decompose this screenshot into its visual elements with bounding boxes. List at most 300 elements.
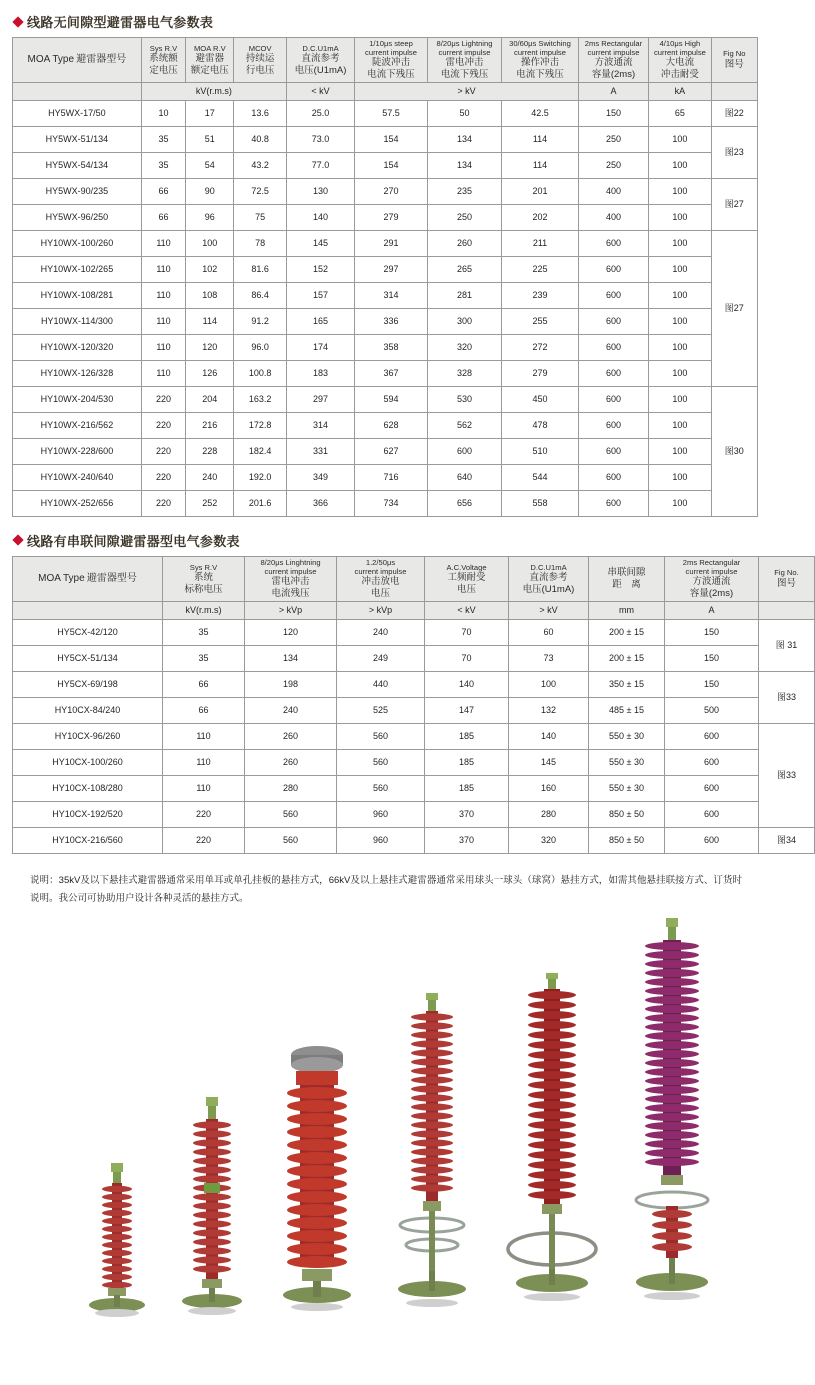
cell-steep: 154 <box>355 152 427 178</box>
cell-rect: 600 <box>578 360 648 386</box>
cell-rect: 400 <box>578 204 648 230</box>
cell-steep: 279 <box>355 204 427 230</box>
cell-fig-no: 图 31 <box>759 619 815 671</box>
cell-high-current: 100 <box>649 334 711 360</box>
cell-moa-type: HY5WX-54/134 <box>13 152 142 178</box>
th-moa-type-en: MOA Type <box>27 54 75 66</box>
cell-moa-rv: 54 <box>186 152 234 178</box>
cell-fig-no: 图34 <box>759 827 815 853</box>
cell-gap-distance: 200 ± 15 <box>589 619 665 645</box>
cell-dc-u1ma: 140 <box>286 204 354 230</box>
th2-moa-type-cn: 避雷器型号 <box>86 573 137 585</box>
cell-lightning: 250 <box>427 204 502 230</box>
cell-fig-no: 图23 <box>711 126 757 178</box>
table-row <box>13 827 815 853</box>
th-switching-impulse <box>502 38 579 83</box>
cell-ac-voltage: 185 <box>425 749 509 775</box>
cell-steep: 358 <box>355 334 427 360</box>
cell-moa-type: HY10CX-216/560 <box>13 827 163 853</box>
cell-switching: 255 <box>502 308 579 334</box>
cell-ac-voltage: 70 <box>425 619 509 645</box>
cell-impulse-discharge: 440 <box>337 671 425 697</box>
cell-gap-distance: 200 ± 15 <box>589 645 665 671</box>
cell-dc-u1ma: 25.0 <box>286 100 354 126</box>
cell-dc-u1ma: 140 <box>509 723 589 749</box>
cell-rect: 600 <box>665 801 759 827</box>
th2-fig-no <box>759 556 815 601</box>
cell-ac-voltage: 147 <box>425 697 509 723</box>
th2-impulse-discharge <box>337 556 425 601</box>
th-fig-no <box>711 38 757 83</box>
cell-sys-rv: 220 <box>141 490 185 516</box>
cell-ac-voltage: 370 <box>425 801 509 827</box>
cell-sys-rv: 110 <box>163 723 245 749</box>
cell-moa-type: HY10WX-252/656 <box>13 490 142 516</box>
cell-moa-type: HY10CX-100/260 <box>13 749 163 775</box>
th-lightning-impulse-en: 8/20μs Lightning current impulse <box>436 39 493 58</box>
cell-gap-distance: 350 ± 15 <box>589 671 665 697</box>
table-row <box>13 412 758 438</box>
cell-sys-rv: 220 <box>141 438 185 464</box>
cell-lightning: 265 <box>427 256 502 282</box>
cell-lightning: 240 <box>245 697 337 723</box>
cell-gap-distance: 850 ± 50 <box>589 827 665 853</box>
cell-steep: 716 <box>355 464 427 490</box>
cell-mcov: 86.4 <box>234 282 286 308</box>
cell-rect: 600 <box>665 827 759 853</box>
cell-lightning: 235 <box>427 178 502 204</box>
table-row <box>13 126 758 152</box>
cell-dc-u1ma: 60 <box>509 619 589 645</box>
th2-sys-rv <box>163 556 245 601</box>
cell-impulse-discharge: 560 <box>337 775 425 801</box>
cell-dc-u1ma: 157 <box>286 282 354 308</box>
cell-moa-rv: 126 <box>186 360 234 386</box>
cell-lightning: 198 <box>245 671 337 697</box>
cell-rect: 600 <box>578 230 648 256</box>
cell-moa-type: HY5CX-42/120 <box>13 619 163 645</box>
table-row <box>13 464 758 490</box>
th-high-current-en: 4/10μs High current impulse <box>653 39 706 58</box>
cell-moa-type: HY5CX-69/198 <box>13 671 163 697</box>
table-row <box>13 360 758 386</box>
cell-lightning: 328 <box>427 360 502 386</box>
cell-gap-distance: 550 ± 30 <box>589 749 665 775</box>
unit2-lt-kv: < kV <box>425 601 509 619</box>
cell-lightning: 562 <box>427 412 502 438</box>
cell-dc-u1ma: 280 <box>509 801 589 827</box>
cell-mcov: 172.8 <box>234 412 286 438</box>
cell-switching: 478 <box>502 412 579 438</box>
cell-rect: 600 <box>578 490 648 516</box>
th2-lightning-cn: 雷电冲击 电流残压 <box>271 576 310 600</box>
th-dc-u1ma <box>286 38 354 83</box>
cell-dc-u1ma: 165 <box>286 308 354 334</box>
cell-moa-rv: 100 <box>186 230 234 256</box>
cell-moa-rv: 216 <box>186 412 234 438</box>
table-row <box>13 749 815 775</box>
cell-steep: 594 <box>355 386 427 412</box>
cell-dc-u1ma: 331 <box>286 438 354 464</box>
cell-moa-type: HY10WX-216/562 <box>13 412 142 438</box>
cell-lightning: 281 <box>427 282 502 308</box>
cell-sys-rv: 10 <box>141 100 185 126</box>
note-paragraph: 说明：35kV及以下悬挂式避雷器通常采用单耳或单孔挂板的悬挂方式，66kV及以上悬挂式避雷器通常采用球头一球头（球窝）悬挂方式，如需其他悬挂联接方式、订货时说明。我公司可协助用户设计各种灵活的悬挂方式。 <box>30 874 742 904</box>
cell-gap-distance: 485 ± 15 <box>589 697 665 723</box>
table-no-gap-arrester-specs <box>12 37 758 517</box>
cell-ac-voltage: 185 <box>425 775 509 801</box>
cell-dc-u1ma: 77.0 <box>286 152 354 178</box>
cell-steep: 627 <box>355 438 427 464</box>
cell-switching: 272 <box>502 334 579 360</box>
table-row <box>13 204 758 230</box>
th2-lightning <box>245 556 337 601</box>
th-switching-impulse-en: 30/60μs Switching current impulse <box>509 39 571 58</box>
cell-steep: 297 <box>355 256 427 282</box>
cell-moa-type: HY5WX-17/50 <box>13 100 142 126</box>
cell-moa-rv: 204 <box>186 386 234 412</box>
cell-moa-type: HY5WX-51/134 <box>13 126 142 152</box>
cell-switching: 201 <box>502 178 579 204</box>
section-1-heading-text: 线路无间隙型避雷器电气参数表 <box>27 15 214 30</box>
table-row <box>13 256 758 282</box>
th-moa-rv <box>186 38 234 83</box>
cell-switching: 510 <box>502 438 579 464</box>
cell-moa-type: HY10WX-240/640 <box>13 464 142 490</box>
cell-lightning: 260 <box>245 749 337 775</box>
cell-high-current: 100 <box>649 386 711 412</box>
th-fig-no-cn: 图号 <box>724 58 744 70</box>
th2-fig-no-cn: 图号 <box>776 577 796 589</box>
cell-rect: 250 <box>578 126 648 152</box>
cell-steep: 291 <box>355 230 427 256</box>
cell-steep: 314 <box>355 282 427 308</box>
cell-sys-rv: 110 <box>141 230 185 256</box>
cell-high-current: 100 <box>649 204 711 230</box>
th2-rect-impulse-en: 2ms Rectangular current impulse <box>682 557 741 577</box>
table1-header-row <box>13 38 758 83</box>
cell-lightning: 656 <box>427 490 502 516</box>
cell-rect: 600 <box>578 438 648 464</box>
cell-moa-type: HY10WX-126/328 <box>13 360 142 386</box>
table2-units-row <box>13 601 815 619</box>
th-moa-rv-cn: 避雷器 额定电压 <box>190 52 229 76</box>
cell-rect: 600 <box>578 256 648 282</box>
table-row <box>13 178 758 204</box>
table-row <box>13 645 815 671</box>
cell-high-current: 100 <box>649 308 711 334</box>
th-mcov-en: MCOV <box>248 43 272 53</box>
arrester-figure-3 <box>262 1033 372 1323</box>
cell-fig-no: 图33 <box>759 671 815 723</box>
cell-rect: 250 <box>578 152 648 178</box>
th-moa-type-cn: 避雷器型号 <box>76 54 127 66</box>
cell-dc-u1ma: 100 <box>509 671 589 697</box>
cell-high-current: 100 <box>649 282 711 308</box>
cell-mcov: 91.2 <box>234 308 286 334</box>
cell-impulse-discharge: 525 <box>337 697 425 723</box>
unit2-blank-fig <box>759 601 815 619</box>
th2-rect-impulse-cn: 方波通流 容量(2ms) <box>689 576 734 600</box>
note-text <box>30 872 742 907</box>
cell-moa-rv: 108 <box>186 282 234 308</box>
cell-rect: 600 <box>578 386 648 412</box>
cell-lightning: 560 <box>245 801 337 827</box>
th2-fig-no-en: Fig No. <box>774 568 799 578</box>
th-dc-u1ma-en: D.C.U1mA <box>302 43 339 53</box>
unit-blank-type <box>13 82 142 100</box>
cell-sys-rv: 66 <box>163 671 245 697</box>
cell-sys-rv: 110 <box>141 308 185 334</box>
cell-moa-type: HY10WX-204/530 <box>13 386 142 412</box>
cell-moa-type: HY10WX-108/281 <box>13 282 142 308</box>
table-row <box>13 100 758 126</box>
cell-rect: 600 <box>578 282 648 308</box>
cell-high-current: 100 <box>649 178 711 204</box>
cell-lightning: 260 <box>427 230 502 256</box>
cell-dc-u1ma: 145 <box>286 230 354 256</box>
cell-sys-rv: 220 <box>163 827 245 853</box>
cell-rect: 600 <box>578 412 648 438</box>
cell-rect: 600 <box>665 775 759 801</box>
th-moa-type <box>13 38 142 83</box>
cell-switching: 211 <box>502 230 579 256</box>
cell-fig-no: 图27 <box>711 178 757 230</box>
cell-switching: 114 <box>502 152 579 178</box>
cell-high-current: 100 <box>649 256 711 282</box>
th2-dc-u1ma-cn: 直流参考 电压(U1mA) <box>522 571 575 595</box>
cell-mcov: 81.6 <box>234 256 286 282</box>
cell-steep: 270 <box>355 178 427 204</box>
unit2-amps: A <box>665 601 759 619</box>
cell-switching: 239 <box>502 282 579 308</box>
cell-switching: 42.5 <box>502 100 579 126</box>
th-mcov-cn: 持续运 行电压 <box>245 52 275 76</box>
cell-moa-type: HY10WX-114/300 <box>13 308 142 334</box>
cell-mcov: 75 <box>234 204 286 230</box>
cell-steep: 57.5 <box>355 100 427 126</box>
cell-moa-rv: 240 <box>186 464 234 490</box>
unit2-kv-rms: kV(r.m.s) <box>163 601 245 619</box>
cell-moa-type: HY10WX-100/260 <box>13 230 142 256</box>
cell-impulse-discharge: 960 <box>337 827 425 853</box>
cell-sys-rv: 35 <box>141 126 185 152</box>
cell-lightning: 600 <box>427 438 502 464</box>
cell-sys-rv: 110 <box>141 334 185 360</box>
cell-high-current: 100 <box>649 438 711 464</box>
diamond-bullet-icon-2 <box>12 535 23 546</box>
th-rect-impulse-en: 2ms Rectangular current impulse <box>584 39 643 58</box>
cell-switching: 225 <box>502 256 579 282</box>
cell-impulse-discharge: 560 <box>337 723 425 749</box>
table1-body <box>13 82 758 516</box>
th2-gap-distance-cn: 串联间隙 距 离 <box>607 567 646 590</box>
table2-body <box>13 601 815 853</box>
th2-sys-rv-en: Sys R.V <box>189 562 218 572</box>
cell-mcov: 100.8 <box>234 360 286 386</box>
table-row <box>13 438 758 464</box>
cell-lightning: 134 <box>427 152 502 178</box>
th2-impulse-discharge-cn: 冲击放电 电压 <box>361 576 400 600</box>
cell-impulse-discharge: 960 <box>337 801 425 827</box>
th2-impulse-discharge-en: 1.2/50μs current impulse <box>354 557 407 577</box>
cell-dc-u1ma: 160 <box>509 775 589 801</box>
cell-dc-u1ma: 73 <box>509 645 589 671</box>
cell-mcov: 78 <box>234 230 286 256</box>
cell-sys-rv: 220 <box>163 801 245 827</box>
cell-gap-distance: 550 ± 30 <box>589 775 665 801</box>
cell-dc-u1ma: 183 <box>286 360 354 386</box>
cell-lightning: 320 <box>427 334 502 360</box>
arrester-figure-5 <box>492 973 612 1323</box>
th-rect-impulse-cn: 方波通流 容量(2ms) <box>591 57 636 81</box>
cell-sys-rv: 110 <box>141 282 185 308</box>
cell-switching: 279 <box>502 360 579 386</box>
cell-rect: 600 <box>578 464 648 490</box>
cell-rect: 600 <box>578 308 648 334</box>
cell-mcov: 201.6 <box>234 490 286 516</box>
cell-mcov: 182.4 <box>234 438 286 464</box>
cell-dc-u1ma: 132 <box>509 697 589 723</box>
cell-dc-u1ma: 152 <box>286 256 354 282</box>
th2-sys-rv-cn: 系统 标称电压 <box>184 571 223 595</box>
cell-rect: 150 <box>665 671 759 697</box>
cell-lightning: 50 <box>427 100 502 126</box>
cell-switching: 558 <box>502 490 579 516</box>
unit-ka: kA <box>649 82 711 100</box>
cell-moa-rv: 114 <box>186 308 234 334</box>
cell-mcov: 192.0 <box>234 464 286 490</box>
cell-ac-voltage: 140 <box>425 671 509 697</box>
cell-moa-type: HY10CX-96/260 <box>13 723 163 749</box>
cell-moa-type: HY10WX-102/265 <box>13 256 142 282</box>
cell-high-current: 100 <box>649 152 711 178</box>
cell-rect: 150 <box>578 100 648 126</box>
cell-fig-no: 图33 <box>759 723 815 827</box>
th-steep-impulse-en: 1/10μs steep current impulse <box>365 39 417 58</box>
table-row <box>13 697 815 723</box>
table-series-gap-arrester-specs <box>12 556 815 854</box>
cell-high-current: 100 <box>649 412 711 438</box>
table-row <box>13 334 758 360</box>
cell-sys-rv: 110 <box>163 775 245 801</box>
cell-gap-distance: 550 ± 30 <box>589 723 665 749</box>
cell-sys-rv: 220 <box>141 464 185 490</box>
table-row <box>13 723 815 749</box>
th-mcov <box>234 38 286 83</box>
cell-ac-voltage: 70 <box>425 645 509 671</box>
cell-dc-u1ma: 73.0 <box>286 126 354 152</box>
cell-switching: 114 <box>502 126 579 152</box>
cell-rect: 600 <box>665 723 759 749</box>
cell-mcov: 72.5 <box>234 178 286 204</box>
cell-high-current: 100 <box>649 490 711 516</box>
cell-impulse-discharge: 249 <box>337 645 425 671</box>
cell-moa-type: HY10CX-108/280 <box>13 775 163 801</box>
cell-high-current: 100 <box>649 464 711 490</box>
cell-lightning: 640 <box>427 464 502 490</box>
cell-rect: 400 <box>578 178 648 204</box>
th2-lightning-en: 8/20μs Linghtning current impulse <box>260 557 321 577</box>
th-moa-rv-en: MOA R.V <box>193 43 226 53</box>
cell-dc-u1ma: 130 <box>286 178 354 204</box>
unit2-blank-type <box>13 601 163 619</box>
cell-dc-u1ma: 314 <box>286 412 354 438</box>
th-lightning-impulse <box>427 38 502 83</box>
table2-header-row <box>13 556 815 601</box>
table-row <box>13 308 758 334</box>
cell-moa-rv: 102 <box>186 256 234 282</box>
table-row <box>13 152 758 178</box>
section-2-heading-text: 线路有串联间隙避雷器型电气参数表 <box>27 533 240 549</box>
cell-rect: 500 <box>665 697 759 723</box>
th-sys-rv-cn: 系统额 定电压 <box>149 52 178 76</box>
section-title-1 <box>14 12 758 31</box>
th-lightning-impulse-cn: 雷电冲击 电流下残压 <box>440 57 489 81</box>
unit-gt-kv: > kV <box>355 82 578 100</box>
table-row <box>13 619 815 645</box>
cell-ac-voltage: 370 <box>425 827 509 853</box>
cell-lightning: 300 <box>427 308 502 334</box>
cell-high-current: 100 <box>649 230 711 256</box>
cell-lightning: 134 <box>427 126 502 152</box>
cell-gap-distance: 850 ± 50 <box>589 801 665 827</box>
cell-sys-rv: 110 <box>141 256 185 282</box>
cell-dc-u1ma: 297 <box>286 386 354 412</box>
cell-dc-u1ma: 349 <box>286 464 354 490</box>
cell-mcov: 96.0 <box>234 334 286 360</box>
cell-moa-rv: 120 <box>186 334 234 360</box>
cell-steep: 628 <box>355 412 427 438</box>
cell-fig-no: 图27 <box>711 230 757 386</box>
cell-moa-rv: 96 <box>186 204 234 230</box>
unit2-mm: mm <box>589 601 665 619</box>
table1-units-row <box>13 82 758 100</box>
cell-sys-rv: 35 <box>141 152 185 178</box>
cell-switching: 202 <box>502 204 579 230</box>
cell-moa-rv: 51 <box>186 126 234 152</box>
unit-lt-kv: < kV <box>286 82 354 100</box>
cell-high-current: 100 <box>649 126 711 152</box>
cell-moa-rv: 252 <box>186 490 234 516</box>
cell-switching: 450 <box>502 386 579 412</box>
th2-ac-voltage-en: A.C.Voltage <box>446 562 487 572</box>
arrester-figure-4 <box>377 993 487 1323</box>
cell-dc-u1ma: 320 <box>509 827 589 853</box>
section-title-2 <box>14 531 758 550</box>
th2-dc-u1ma-en: D.C.U1mA <box>530 562 567 572</box>
th2-dc-u1ma <box>509 556 589 601</box>
unit-blank-fig <box>711 82 757 100</box>
table-row <box>13 230 758 256</box>
cell-moa-type: HY5WX-90/235 <box>13 178 142 204</box>
cell-sys-rv: 110 <box>141 360 185 386</box>
th-high-current-cn: 大电流 冲击耐受 <box>660 57 699 81</box>
cell-rect: 600 <box>578 334 648 360</box>
cell-dc-u1ma: 145 <box>509 749 589 775</box>
cell-sys-rv: 35 <box>163 645 245 671</box>
th2-ac-voltage <box>425 556 509 601</box>
cell-fig-no: 图30 <box>711 386 757 516</box>
cell-lightning: 530 <box>427 386 502 412</box>
th-sys-rv <box>141 38 185 83</box>
unit-kv-rms: kV(r.m.s) <box>141 82 286 100</box>
diamond-bullet-icon <box>12 16 23 27</box>
cell-lightning: 120 <box>245 619 337 645</box>
cell-rect: 600 <box>665 749 759 775</box>
cell-ac-voltage: 185 <box>425 723 509 749</box>
cell-lightning: 134 <box>245 645 337 671</box>
